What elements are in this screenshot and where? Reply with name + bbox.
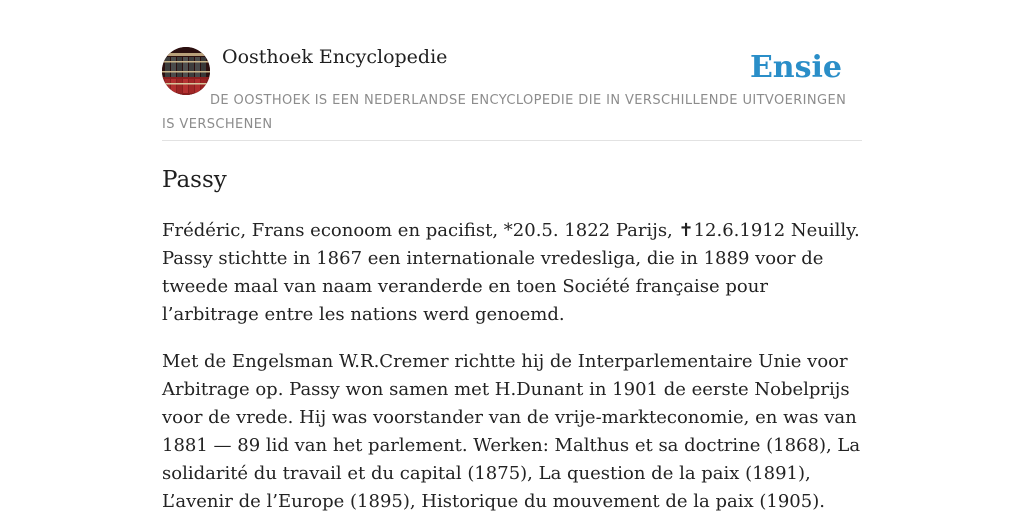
site-tagline: DE OOSTHOEK IS EEN NEDERLANDSE ENCYCLOPEDIE DIE IN VERSCHILLENDE UITVOERINGEN IS VERSCHENEN [162, 93, 847, 132]
page-container [162, 46, 862, 516]
site-name[interactable]: Oosthoek Encyclopedie [222, 46, 448, 68]
site-header [162, 46, 862, 141]
books-icon [162, 47, 210, 95]
encyclopedia-books-avatar[interactable] [162, 47, 210, 95]
article-title: Passy [162, 167, 227, 193]
brand-logo[interactable]: Ensie [749, 50, 842, 85]
article-paragraph-1: Frédéric, Frans econoom en pacifist, *20.5. 1822 Parijs, ✝12.6.1912 Neuilly. Passy stichtte in 1867 een internationale vredesliga, die in 1889 voor de tweede maal van naam veranderde en toen Société française pour l’arbitrage entre les nations werd genoemd. [162, 220, 860, 325]
article-paragraph-2: Met de Engelsman W.R.Cremer richtte hij de Interparlementaire Unie voor Arbitrage op. Passy won samen met H.Dunant in 1901 de eerste Nobelprijs voor de vrede. Hij was voorstander van de vrije-markteconomie, en was van 1881 — 89 lid van het parlement. Werken: Malthus et sa doctrine (1868), La solidarité du travail et du capital (1875), La question de la paix (1891), L’avenir de l’Europe (1895), Historique du mouvement de la paix (1905). [162, 351, 861, 512]
